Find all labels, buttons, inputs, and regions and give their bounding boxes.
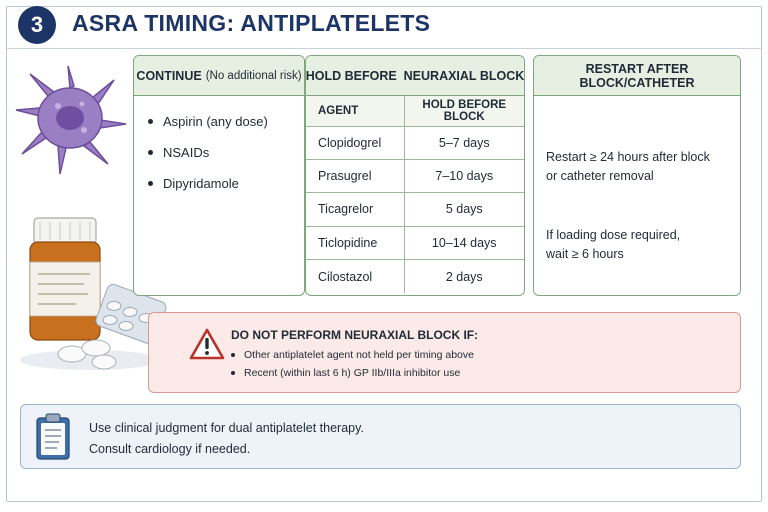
column-header-hold: HOLD BEFORE BLOCK	[404, 96, 524, 126]
list-item	[231, 349, 474, 361]
list-item-text: NSAIDs	[163, 145, 210, 160]
warning-title: DO NOT PERFORM NEURAXIAL BLOCK IF:	[231, 328, 479, 342]
hold-card-header: HOLD BEFORE NEURAXIAL BLOCK	[306, 56, 524, 96]
warning-card	[148, 312, 741, 393]
restart-line: wait ≥ 6 hours	[546, 247, 624, 261]
restart-card-header: RESTART AFTER BLOCK/CATHETER	[534, 56, 740, 96]
restart-card	[533, 55, 741, 296]
bullet-icon	[148, 181, 153, 186]
hold-time-cell: 7–10 days	[404, 159, 524, 192]
list-item	[148, 145, 304, 160]
page-title: ASRA TIMING: ANTIPLATELETS	[72, 10, 431, 36]
hold-time-cell: 10–14 days	[404, 226, 524, 259]
agent-cell: Ticlopidine	[306, 226, 404, 259]
agent-cell: Prasugrel	[306, 159, 404, 192]
list-item	[148, 176, 304, 191]
list-item	[148, 114, 304, 129]
warning-triangle-icon	[189, 327, 225, 361]
table-row	[306, 260, 524, 293]
bullet-icon	[231, 353, 235, 357]
section-number-badge: 3	[18, 6, 56, 44]
continue-card-header	[134, 56, 304, 96]
restart-timing-text	[546, 148, 710, 186]
hold-time-cell: 5–7 days	[404, 126, 524, 159]
list-item	[231, 367, 474, 379]
hold-card	[305, 55, 525, 296]
info-text: Use clinical judgment for dual antiplatelet therapy.	[89, 421, 364, 435]
table-row	[306, 159, 524, 192]
bullet-icon	[148, 150, 153, 155]
continue-note: (No additional risk)	[205, 69, 302, 82]
table-row	[306, 126, 524, 159]
restart-line: If loading dose required,	[546, 228, 681, 242]
list-item-text: Other antiplatelet agent not held per timing above	[244, 349, 474, 361]
continue-card	[133, 55, 305, 296]
bullet-icon	[148, 119, 153, 124]
warning-list	[231, 349, 474, 385]
table-header-row	[306, 96, 524, 126]
table-row	[306, 193, 524, 226]
platelet-cell-icon	[10, 58, 130, 178]
agent-cell: Clopidogrel	[306, 126, 404, 159]
hold-time-cell: 5 days	[404, 193, 524, 226]
agent-cell: Cilostazol	[306, 260, 404, 293]
restart-line: Restart ≥ 24 hours after block	[546, 150, 710, 164]
bullet-icon	[231, 371, 235, 375]
info-card	[20, 404, 741, 469]
list-item-text: Aspirin (any dose)	[163, 114, 268, 129]
continue-list	[134, 96, 304, 191]
continue-title: CONTINUE	[136, 68, 202, 83]
hold-table	[306, 96, 524, 293]
restart-line: or catheter removal	[546, 169, 654, 183]
hold-time-cell: 2 days	[445, 269, 483, 284]
agent-cell: Ticagrelor	[306, 193, 404, 226]
table-row	[306, 226, 524, 259]
clipboard-icon	[35, 413, 71, 461]
list-item-text: Recent (within last 6 h) GP IIb/IIIa inhibitor use	[244, 367, 461, 379]
loading-dose-text	[546, 226, 680, 264]
column-header-agent: AGENT	[306, 96, 404, 126]
info-text: Consult cardiology if needed.	[89, 442, 251, 456]
list-item-text: Dipyridamole	[163, 176, 239, 191]
header-divider	[6, 48, 762, 49]
